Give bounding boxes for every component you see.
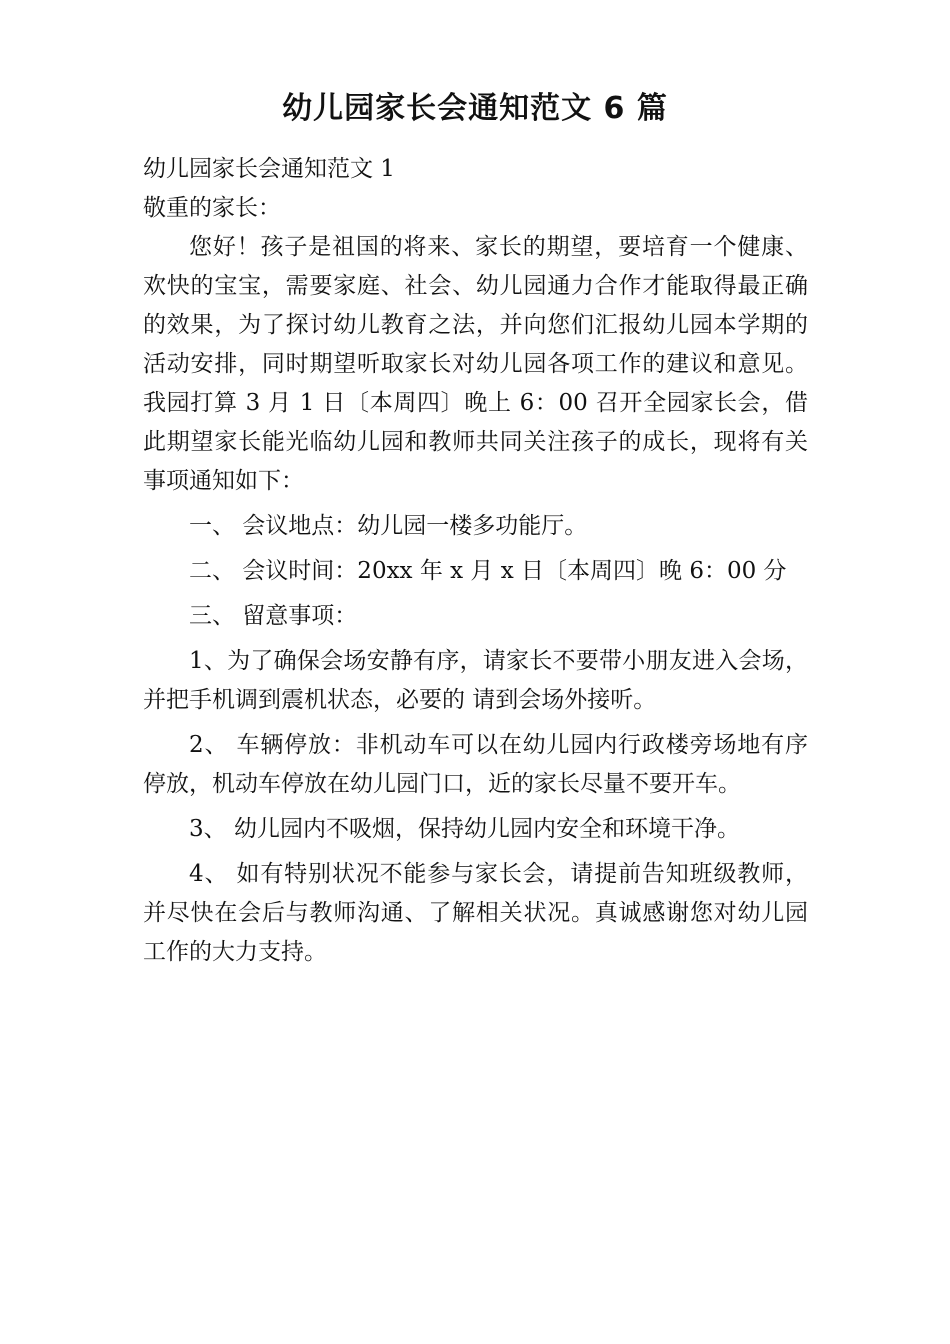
- note-1: 1、为了确保会场安静有序，请家长不要带小朋友进入会场，并把手机调到震机状态，必要的 请到会场外接听。: [143, 648, 808, 713]
- item-meeting-location: 一、 会议地点：幼儿园一楼多功能厅。: [189, 513, 588, 539]
- intro-paragraph: 您好！孩子是祖国的将来、家长的期望，要培育一个健康、欢快的宝宝，需要家庭、社会、幼儿园通力合作才能取得最正确的效果，为了探讨幼儿教育之法，并向您们汇报幼儿园本学期的活动安排，同时期望听取家长对幼儿园各项工作的建议和意见。我园打算 3 月 1 日〔本周四〕晚上 6：00 召开全园家长会，借此期望家长能光临幼儿园和教师共同关注孩子的成长，现将有关事项通知如下：: [143, 234, 808, 494]
- note-3: 3、 幼儿园内不吸烟，保持幼儿园内安全和环境干净。: [189, 816, 740, 842]
- document-title: 幼儿园家长会通知范文 6 篇: [282, 91, 668, 126]
- item-meeting-time: 二、 会议时间：20xx 年 x 月 x 日〔本周四〕晚 6：00 分: [189, 558, 787, 584]
- note-2: 2、 车辆停放：非机动车可以在幼儿园内行政楼旁场地有序停放，机动车停放在幼儿园门口，近的家长尽量不要开车。: [143, 732, 808, 797]
- note-4: 4、 如有特别状况不能参与家长会，请提前告知班级教师，并尽快在会后与教师沟通、了解相关状况。真诚感谢您对幼儿园工作的大力支持。: [143, 861, 808, 965]
- item-notes-heading: 三、 留意事项：: [189, 603, 358, 629]
- document-body: [143, 150, 808, 972]
- salutation: 敬重的家长：: [143, 195, 281, 221]
- section-heading: 幼儿园家长会通知范文 1: [143, 156, 395, 182]
